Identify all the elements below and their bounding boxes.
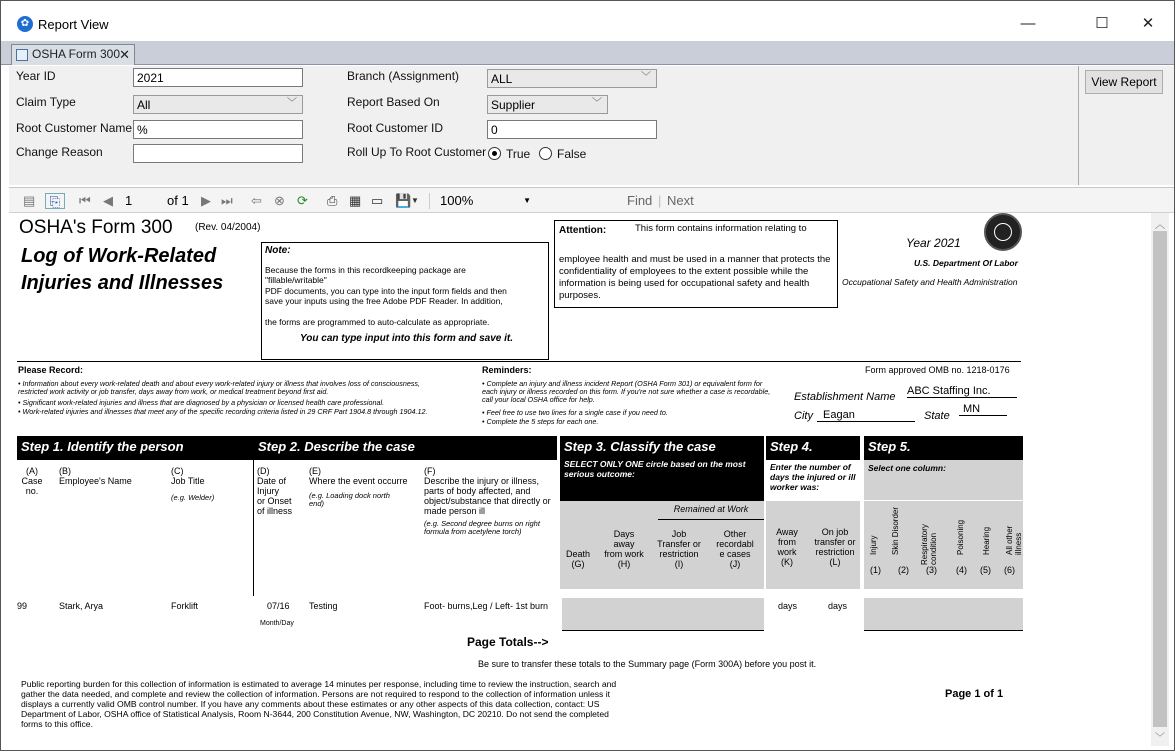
burden-statement: Public reporting burden for this collection of information is estimated to average 14 minutes per response, including time to review the instruction, search and gather the data needed, and complete and review the collection of information. Persons are not required to respond to the collection of information unless it displays a currently valid OMB control number. If you have any comments about these estimates or any other aspects of this data collection, contact: US Department of Labor, OSHA office of Statistical Analysis, Room N-3644, 200 Constitution Avenue, NW, Washington, DC 20210. Do not send the completed forms to this office.	[21, 679, 617, 729]
note-line3: the forms are programmed to auto-calculate as appropriate.	[265, 317, 490, 327]
step1-header: Step 1. Identify the person	[17, 436, 253, 459]
chevron-down-icon: ﹀	[287, 98, 297, 109]
s5-num4: (4)	[956, 565, 967, 575]
col-f-example: (e.g. Second degree burns on right formula from acetylene torch)	[424, 519, 540, 536]
col-c-header: (C) Job Title	[171, 466, 205, 486]
remained-rule	[658, 519, 764, 520]
page-indicator: Page 1 of 1	[945, 688, 1004, 700]
next-link[interactable]: Next	[667, 193, 694, 208]
minimize-button[interactable]: —	[1020, 15, 1036, 32]
col-e-header: (E) Where the event occurre	[309, 466, 408, 486]
step5-header: Step 5.	[864, 436, 1023, 460]
print-icon[interactable]: ⎙	[327, 193, 338, 208]
s5-col1: Injury	[869, 535, 878, 555]
col-c-example: (e.g. Welder)	[171, 493, 215, 502]
roll-up-true-label: True	[506, 147, 531, 161]
s5-col2: Skin Disorder	[891, 506, 900, 555]
attention-line2: employee health and must be used in a manner that protects the confidentiality of employees to the extent possible while the information is being used for occupational safety and health purposes.	[559, 254, 831, 301]
row-job-title: Forklift	[171, 601, 198, 611]
col-h-header: Days away from work (H)	[604, 529, 644, 569]
state-label: State	[924, 410, 950, 422]
page-number-input[interactable]: 1	[125, 193, 133, 208]
year-id-label: Year ID	[16, 69, 56, 83]
report-based-on-select[interactable]	[487, 95, 608, 114]
attention-box	[554, 220, 838, 308]
tab-close-icon[interactable]: ✕	[119, 47, 130, 62]
step3-header: Step 3. Classify the case	[564, 439, 716, 454]
year-label: Year 2021	[906, 236, 961, 250]
previous-page-icon[interactable]: ◀	[103, 193, 113, 208]
title-bar	[1, 1, 1174, 41]
app-icon: ✿	[17, 16, 33, 32]
print-layout-icon[interactable]: ▦	[349, 193, 362, 208]
report-based-on-value: Supplier	[491, 98, 536, 112]
reminder-3: • Complete the 5 steps for each one.	[482, 417, 599, 426]
col-i-header: Job Transfer or restriction (I)	[657, 529, 701, 569]
row-case-no: 99	[17, 601, 28, 611]
col-l-header: On job transfer or restriction (L)	[814, 527, 856, 567]
root-customer-name-label: Root Customer Name	[16, 121, 133, 135]
note-line2: PDF documents, you can type into the input form fields and then save your inputs using the free Adobe PDF Reader. In addition,	[265, 286, 507, 306]
please-record-2: • Significant work-related injuries and illness that are diagnosed by a physician or licensed health care professional.	[18, 398, 385, 407]
chevron-down-icon: ﹀	[641, 72, 651, 83]
note-line1: Because the forms in this recordkeeping package are "fillable/writable"	[265, 265, 466, 285]
osha-label: Occupational Safety and Health Administration	[842, 277, 1018, 287]
page-totals-label: Page Totals-->	[467, 635, 549, 649]
find-link[interactable]: Find	[627, 193, 653, 208]
claim-type-label: Claim Type	[16, 95, 76, 109]
please-record-title: Please Record:	[18, 365, 84, 375]
state-value: MN	[959, 403, 1007, 416]
s5-col4: Poisoning	[956, 519, 965, 555]
root-customer-id-input[interactable]: 0	[487, 120, 657, 139]
note-line4: You can type input into this form and save it.	[300, 333, 513, 344]
stop-icon[interactable]: ⊗	[274, 193, 285, 208]
branch-select[interactable]	[487, 69, 657, 88]
page-count: of 1	[167, 193, 189, 208]
step3-box	[560, 436, 764, 501]
view-report-button[interactable]: View Report	[1085, 70, 1163, 94]
big-title-line2: Injuries and Illnesses	[21, 272, 224, 294]
omb-number: Form approved OMB no. 1218-0176	[865, 365, 1010, 375]
first-page-icon[interactable]: ⏮	[79, 193, 91, 208]
vertical-scrollbar[interactable]	[1151, 213, 1169, 746]
col-g-header: Death (G)	[565, 549, 591, 569]
zoom-value: 100%	[440, 193, 474, 208]
dept-label: U.S. Department Of Labor	[914, 258, 1018, 268]
report-icon	[16, 49, 28, 61]
row-date: 07/16	[267, 601, 290, 611]
scroll-up-icon[interactable]: ︿	[1155, 220, 1165, 231]
row-date-format: Month/Day	[260, 620, 294, 627]
export-dropdown-icon[interactable]: ▼	[411, 196, 419, 205]
transfer-note: Be sure to transfer these totals to the Summary page (Form 300A) before you post it.	[478, 659, 817, 669]
s5-num1: (1)	[870, 565, 881, 575]
dol-seal-icon	[984, 213, 1022, 251]
change-reason-label: Change Reason	[16, 145, 103, 159]
step5-rule	[864, 500, 1023, 501]
root-customer-id-label: Root Customer ID	[347, 121, 444, 135]
reminder-1: • Complete an injury and illness incident Report (OSHA Form 301) or equivalent form for each injury or illness recorded on this form. If you're not sure whether a case is recordable, call your local OSHA office for help.	[482, 379, 771, 404]
tab-osha-form-300[interactable]	[11, 44, 135, 65]
parameters-icon[interactable]: ⎘	[45, 193, 65, 209]
s5-col6: All other illness	[1005, 525, 1023, 555]
back-icon[interactable]: ⇦	[251, 193, 262, 208]
step3-subtitle: SELECT ONLY ONE circle based on the most serious outcome:	[564, 459, 746, 479]
s5-col5: Hearing	[982, 526, 991, 555]
section-rule	[17, 361, 1021, 362]
branch-label: Branch (Assignment)	[347, 69, 460, 83]
col-b-header: (B) Employee's Name	[59, 466, 132, 486]
table-row	[9, 598, 1029, 634]
branch-value: ALL	[491, 72, 513, 86]
claim-type-select[interactable]	[133, 95, 303, 114]
change-reason-input[interactable]	[133, 144, 303, 163]
row-where: Testing	[309, 601, 338, 611]
report-toolbar	[9, 187, 1174, 213]
parameters-panel	[9, 66, 1079, 185]
step12-divider	[253, 436, 254, 596]
row-step3-cells	[562, 598, 764, 631]
chevron-down-icon: ﹀	[592, 98, 602, 109]
please-record-3: • Work-related injuries and illnesses that meet any of the specific recording criteria listed in 29 CRF Part 1904.8 through 1904.12.	[18, 407, 428, 416]
document-map-icon[interactable]: ▤	[23, 193, 36, 208]
col-j-header: Other recordabl e cases (J)	[716, 529, 754, 569]
form-title: OSHA's Form 300	[19, 217, 173, 238]
step5-subtitle: Select one column:	[868, 463, 946, 473]
report-page	[9, 213, 1151, 746]
roll-up-false-radio[interactable]	[539, 147, 552, 160]
root-customer-name-input[interactable]: %	[133, 120, 303, 139]
roll-up-label: Roll Up To Root Customer	[347, 145, 487, 159]
s5-num2: (2)	[898, 565, 909, 575]
attention-label: Attention:	[559, 225, 607, 236]
row-description: Foot- burns,Leg / Left- 1st burn	[424, 601, 549, 611]
note-title: Note:	[265, 245, 291, 256]
row-employee-name: Stark, Arya	[59, 601, 104, 611]
col-a-header: (A) Case no.	[21, 466, 43, 496]
next-page-icon[interactable]: ▶	[201, 193, 211, 208]
step12-rule	[17, 459, 557, 460]
please-record-1: • Information about every work-related death and about every work-related injury or illness that involves loss of consciousness, restricted work activity or job transfer, days away from work, or medical treatment beyond first aid.	[18, 379, 421, 396]
year-id-input[interactable]: 2021	[133, 68, 303, 87]
find-separator: |	[658, 193, 662, 208]
remained-at-work-label: Remained at Work	[673, 504, 749, 514]
step4-header: Step 4.	[766, 436, 860, 460]
col-f-header: (F) Describe the injury or illness, parts of body affected, and object/substance that directly or made person ill	[424, 466, 551, 516]
tab-label: OSHA Form 300	[32, 47, 121, 61]
reminder-2: • Feel free to use two lines for a single case if you need to.	[482, 408, 668, 417]
chevron-down-icon: ▼	[523, 196, 531, 205]
step2-header: Step 2. Describe the case	[254, 436, 557, 459]
scroll-thumb[interactable]	[1153, 231, 1167, 727]
city-value: Eagan	[817, 409, 915, 422]
zoom-select[interactable]	[429, 193, 533, 209]
close-button[interactable]: ✕	[1141, 15, 1155, 32]
col-d-header: (D) Date of Injury or Onset of illness	[257, 466, 293, 516]
row-days-transfer: days	[828, 601, 848, 611]
s5-col3: Respiratory condition	[920, 524, 938, 565]
s5-num5: (5)	[980, 565, 991, 575]
col-e-example: (e.g. Loading dock north end)	[309, 491, 390, 508]
step4-subtitle: Enter the number of days the injured or ill worker was:	[770, 462, 856, 492]
establishment-value: ABC Staffing Inc.	[907, 385, 1017, 398]
note-box	[261, 242, 549, 360]
last-page-icon[interactable]: ⏭	[221, 193, 233, 208]
claim-type-value: All	[137, 98, 151, 112]
s5-num3: (3)	[926, 565, 937, 575]
document-tab-strip	[1, 41, 1174, 65]
export-icon[interactable]: 💾	[395, 193, 412, 208]
establishment-label: Establishment Name	[794, 391, 896, 403]
step5-columns	[864, 460, 1023, 589]
page-setup-icon[interactable]: ▭	[371, 193, 384, 208]
maximize-button[interactable]: ☐	[1095, 15, 1109, 32]
roll-up-false-label: False	[557, 147, 587, 161]
window-title: Report View	[38, 17, 109, 32]
reminders-title: Reminders:	[482, 365, 532, 375]
big-title-line1: Log of Work-Related	[21, 245, 217, 267]
scroll-down-icon[interactable]: ﹀	[1155, 733, 1165, 744]
col-k-header: Away from work (K)	[776, 527, 798, 567]
row-days-away: days	[778, 601, 798, 611]
form-revision: (Rev. 04/2004)	[195, 222, 261, 233]
row-step5-cells	[864, 598, 1023, 631]
city-label: City	[794, 410, 813, 422]
report-based-on-label: Report Based On	[347, 95, 440, 109]
attention-line1: This form contains information relating to	[635, 223, 807, 234]
s5-num6: (6)	[1004, 565, 1015, 575]
roll-up-true-radio[interactable]	[488, 147, 501, 160]
refresh-icon[interactable]: ⟳	[297, 193, 308, 208]
